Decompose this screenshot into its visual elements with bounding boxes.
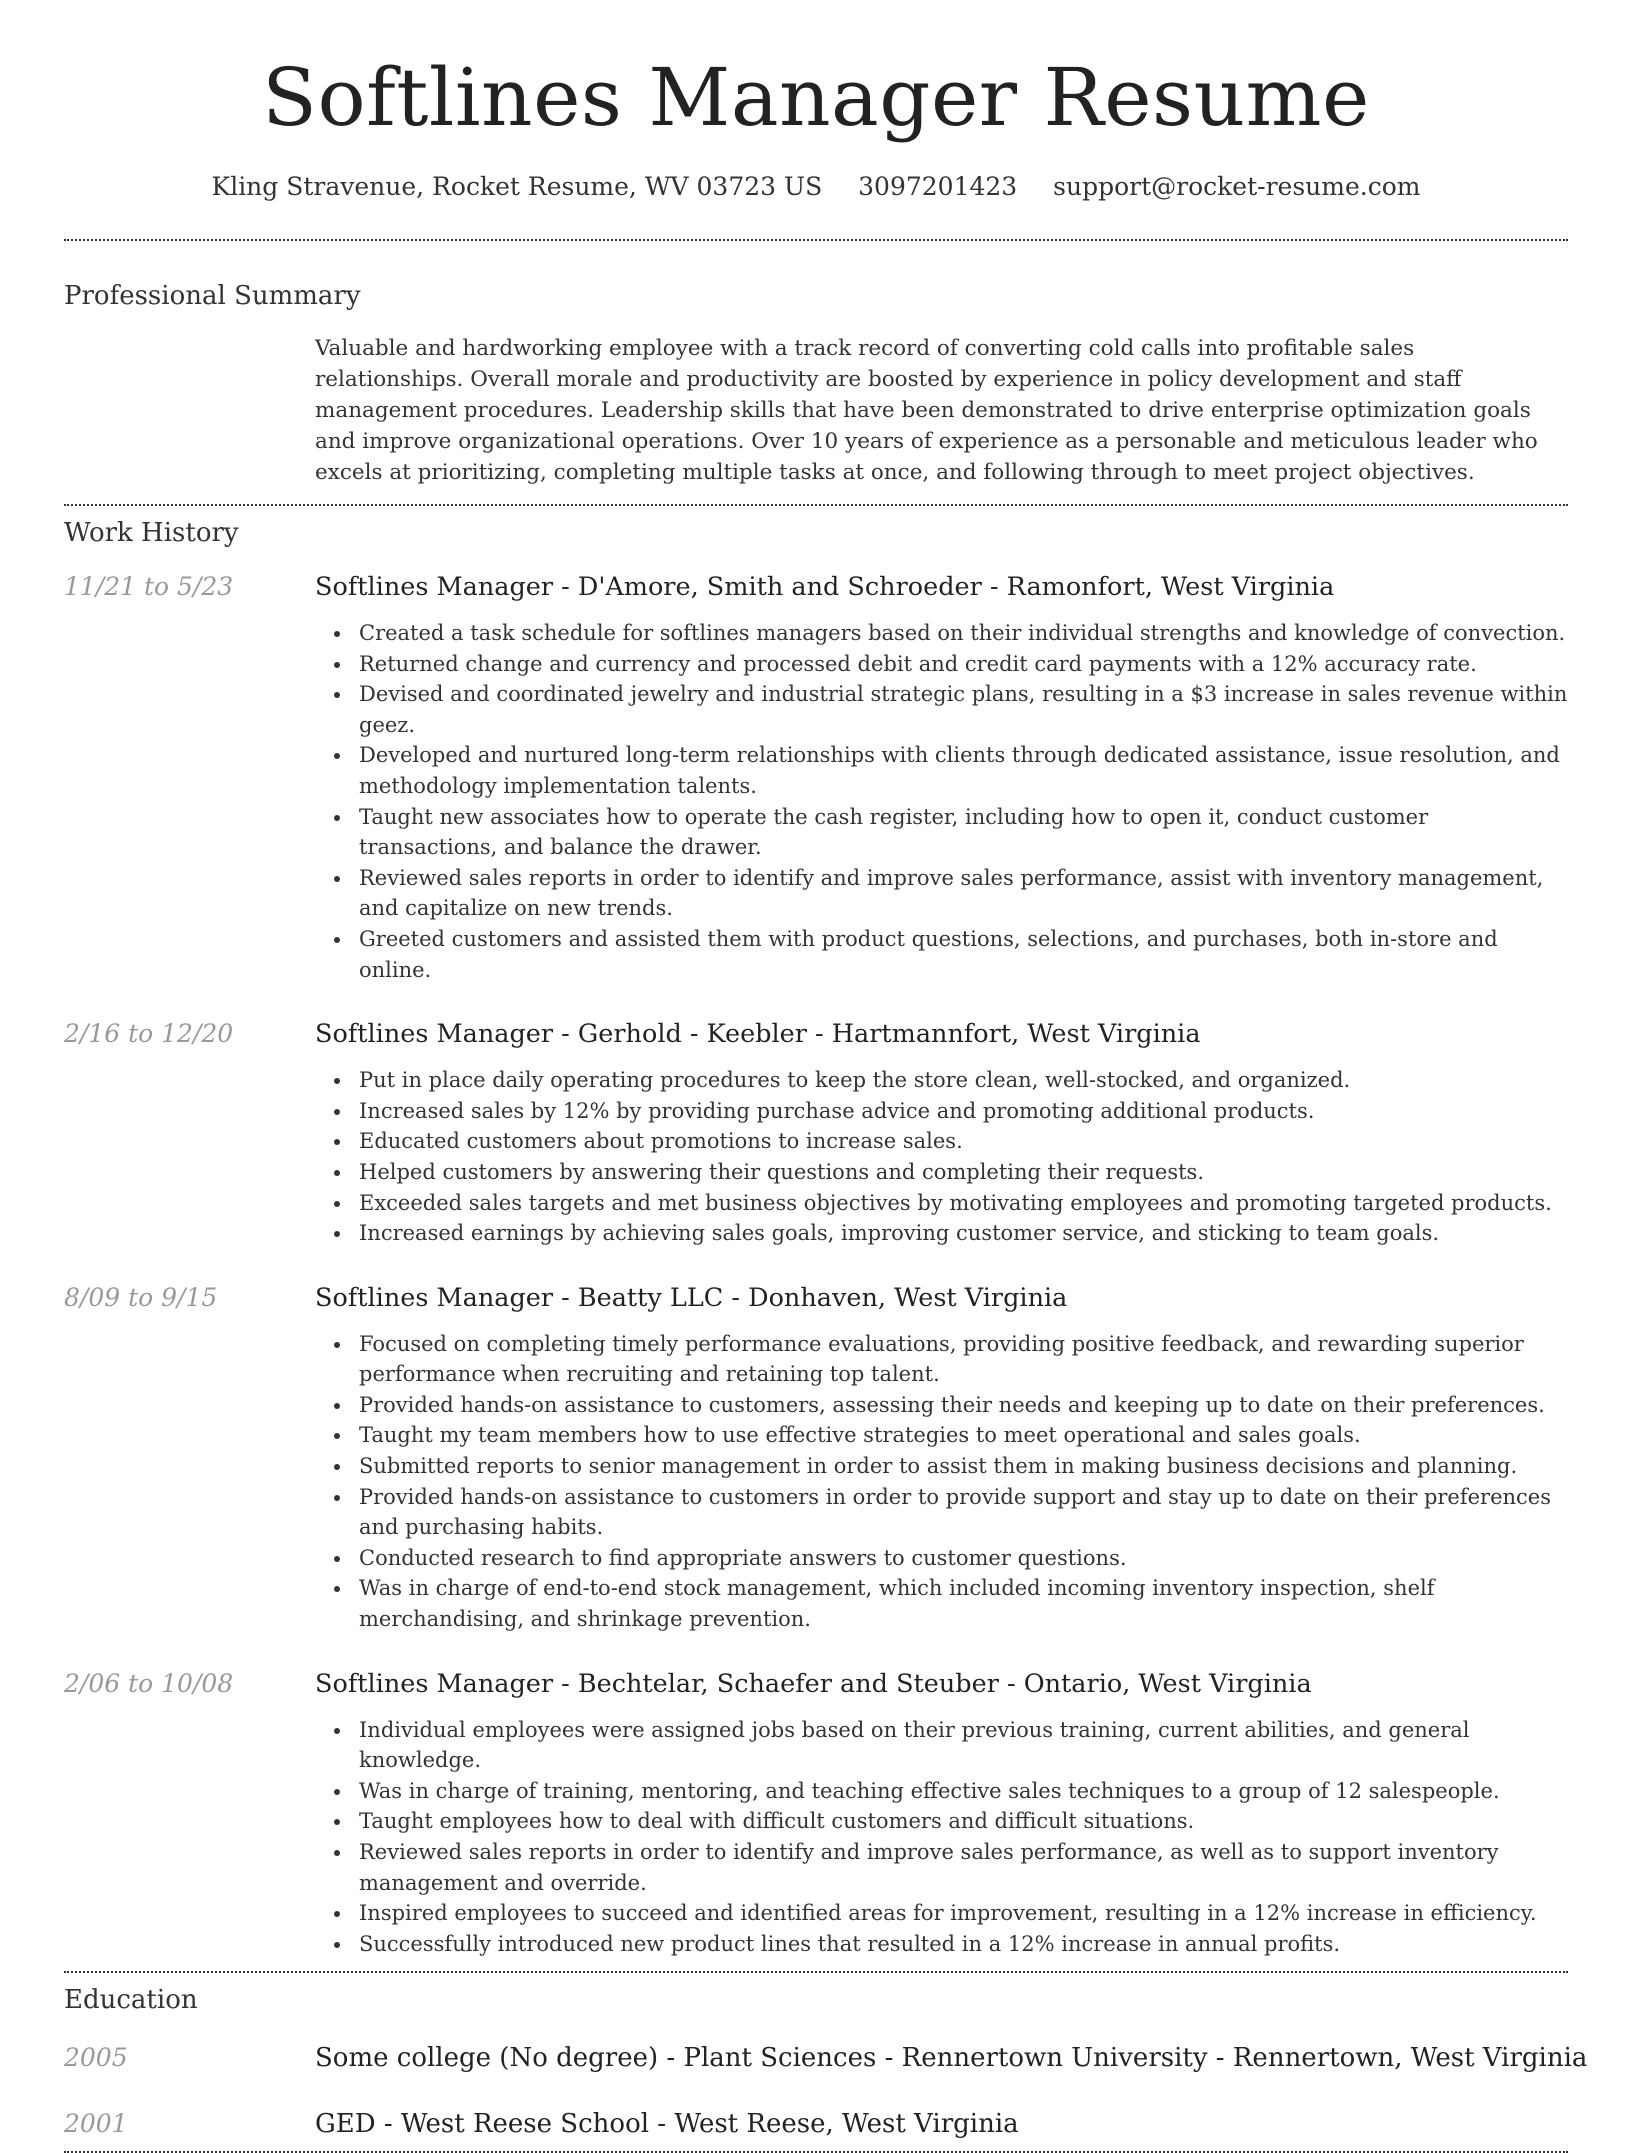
list-item: Returned change and currency and processed debit and credit card payments with a 12% accuracy rate.: [359, 649, 1568, 680]
list-item: Helped customers by answering their questions and completing their requests.: [359, 1157, 1568, 1188]
resume-page: [64, 0, 1588, 2153]
list-item: Individual employees were assigned jobs based on their previous training, current abilities, and general knowledge.: [359, 1715, 1568, 1776]
list-item: Provided hands-on assistance to customers in order to provide support and stay up to date on their preferences and purchasing habits.: [359, 1482, 1568, 1543]
job-entry: [64, 1669, 1568, 1960]
list-item: Increased sales by 12% by providing purchase advice and promoting additional products.: [359, 1096, 1568, 1127]
list-item: Was in charge of training, mentoring, and teaching effective sales techniques to a group of 12 salespeople.: [359, 1776, 1568, 1807]
resume-title: Softlines Manager Resume: [262, 51, 1370, 144]
contact-address: Kling Stravenue, Rocket Resume, WV 03723 US: [211, 172, 823, 201]
list-item: Exceeded sales targets and met business objectives by motivating employees and promoting targeted products.: [359, 1188, 1568, 1219]
list-item: Focused on completing timely performance evaluations, providing positive feedback, and rewarding superior performance when recruiting and retaining top talent.: [359, 1329, 1568, 1390]
education-year: 2005: [64, 2043, 128, 2073]
job-entry: [64, 1283, 1568, 1635]
list-item: Devised and coordinated jewelry and industrial strategic plans, resulting in a $3 increase in sales revenue within geez.: [359, 679, 1568, 740]
job-entry: [64, 1019, 1568, 1249]
list-item: Taught new associates how to operate the cash register, including how to open it, conduct customer transactions, and balance the drawer.: [359, 802, 1568, 863]
contact-email: support@rocket-resume.com: [1053, 172, 1421, 201]
contact-phone: 3097201423: [858, 172, 1018, 201]
education-text: Some college (No degree) - Plant Sciences - Rennertown University - Rennertown, West Virginia: [315, 2043, 1588, 2074]
job-title: Softlines Manager - Gerhold - Keebler - Hartmannfort, West Virginia: [315, 1019, 1201, 1050]
list-item: Submitted reports to senior management in order to assist them in making business decisions and planning.: [359, 1451, 1568, 1482]
list-item: Put in place daily operating procedures to keep the store clean, well-stocked, and organized.: [359, 1065, 1568, 1096]
education-text: GED - West Reese School - West Reese, West Virginia: [315, 2109, 1019, 2140]
job-dates: 11/21 to 5/23: [64, 572, 234, 601]
section-divider: [64, 239, 1568, 241]
section-divider: [64, 504, 1568, 506]
education-entry: [64, 2109, 1568, 2143]
list-item: Was in charge of end-to-end stock management, which included incoming inventory inspection, shelf merchandising, and shrinkage prevention.: [359, 1573, 1568, 1634]
list-item: Taught my team members how to use effective strategies to meet operational and sales goals.: [359, 1420, 1568, 1451]
list-item: Conducted research to find appropriate answers to customer questions.: [359, 1543, 1568, 1574]
education-entry: [64, 2043, 1588, 2077]
job-title: Softlines Manager - D'Amore, Smith and Schroeder - Ramonfort, West Virginia: [315, 572, 1335, 602]
job-dates: 8/09 to 9/15: [64, 1282, 218, 1312]
job-bullets: [315, 1329, 1568, 1635]
summary-text: Valuable and hardworking employee with a track record of converting cold calls into profitable sales relationships. Overall morale and productivity are boosted by experience in policy development and staff management procedures. Leadership skills that have been demonstrated to drive enterprise optimization goals and improve organizational operations. Over 10 years of experience as a personable and meticulous leader who excels at prioritizing, completing multiple tasks at once, and following through to meet project objectives.: [315, 336, 1538, 485]
section-title-work: Work History: [64, 518, 239, 548]
list-item: Reviewed sales reports in order to identify and improve sales performance, assist with inventory management, and capitalize on new trends.: [359, 863, 1568, 924]
education-year: 2001: [64, 2109, 128, 2139]
list-item: Inspired employees to succeed and identified areas for improvement, resulting in a 12% increase in efficiency.: [359, 1898, 1568, 1929]
list-item: Greeted customers and assisted them with product questions, selections, and purchases, both in-store and online.: [359, 924, 1568, 985]
list-item: Reviewed sales reports in order to identify and improve sales performance, as well as to support inventory management and override.: [359, 1837, 1568, 1898]
list-item: Taught employees how to deal with difficult customers and difficult situations.: [359, 1806, 1568, 1837]
section-divider: [64, 1971, 1568, 1973]
job-title: Softlines Manager - Bechtelar, Schaefer and Steuber - Ontario, West Virginia: [315, 1668, 1312, 1699]
list-item: Provided hands-on assistance to customers, assessing their needs and keeping up to date on their preferences.: [359, 1390, 1568, 1421]
job-bullets: [315, 1715, 1568, 1960]
job-title: Softlines Manager - Beatty LLC - Donhaven, West Virginia: [315, 1282, 1068, 1313]
list-item: Successfully introduced new product lines that resulted in a 12% increase in annual profits.: [359, 1929, 1568, 1960]
job-bullets: [315, 1065, 1568, 1249]
list-item: Increased earnings by achieving sales goals, improving customer service, and sticking to team goals.: [359, 1218, 1568, 1249]
section-title-education: Education: [64, 1985, 198, 2016]
job-bullets: [315, 618, 1568, 985]
list-item: Developed and nurtured long-term relationships with clients through dedicated assistance, issue resolution, and methodology implementation talents.: [359, 740, 1568, 801]
contact-line: [64, 172, 1568, 202]
list-item: Created a task schedule for softlines managers based on their individual strengths and knowledge of convection.: [359, 618, 1568, 649]
job-entry: [64, 572, 1568, 985]
job-dates: 2/16 to 12/20: [64, 1019, 234, 1049]
job-dates: 2/06 to 10/08: [64, 1668, 234, 1698]
list-item: Educated customers about promotions to increase sales.: [359, 1126, 1568, 1157]
section-title-summary: Professional Summary: [64, 281, 361, 311]
